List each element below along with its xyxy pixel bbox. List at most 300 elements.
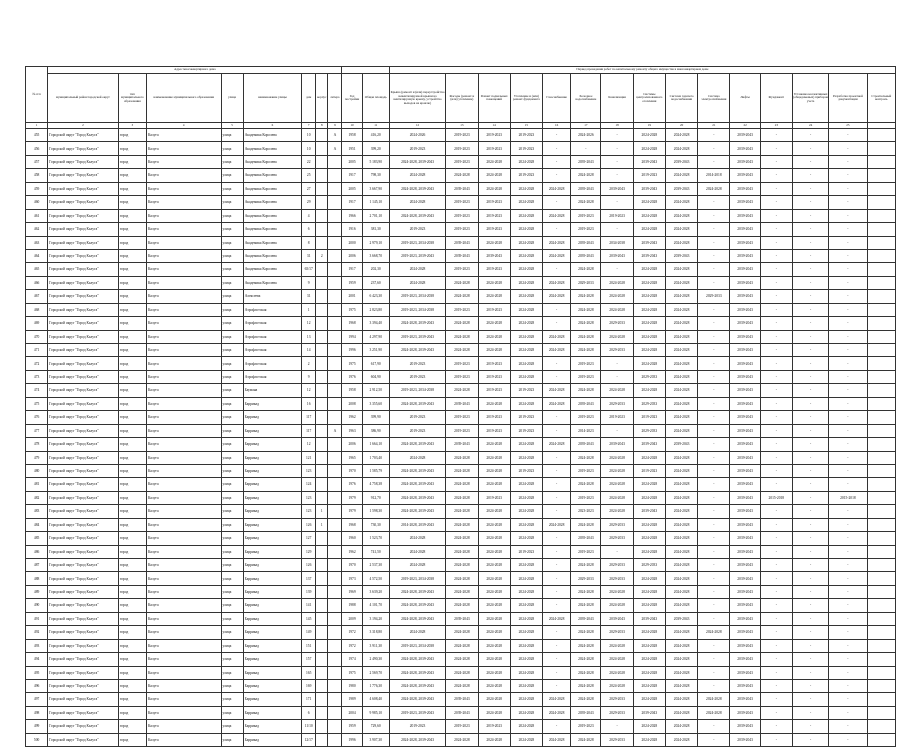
table-cell-n: 455 [26,129,48,142]
table-cell-tip: город [118,330,146,343]
table-cell-tip: город [118,505,146,518]
table-cell-c25b [867,612,895,625]
table-cell-tip: город [118,572,146,585]
table-cell-c22: 2039-2043 [730,263,760,276]
table-cell-c16: - [543,370,571,383]
table-cell-dom: 6 [302,706,316,719]
table-cell-c19: 2039-2043 [633,155,665,168]
table-cell-c20: 2039-2043 [665,612,697,625]
table-cell-c13: 2039-2043 [446,612,478,625]
table-cell-ul: улица [221,263,243,276]
table-cell-c25: - [829,464,867,477]
table-cell-c18: - [601,129,633,142]
table-cell-pl: 1 585,79 [362,464,389,477]
table-cell-c13: 2019-2023 [446,155,478,168]
table-cell-lit [328,559,342,572]
table-cell-c17: 2024-2028 [571,290,601,303]
table-cell-c25b [867,142,895,155]
table-cell-c18: 2024-2028 [601,478,633,491]
table-cell-c25: - [829,451,867,464]
table-cell-c17: 2024-2028 [571,639,601,652]
table-cell-mo: Калуга [146,478,221,491]
column-number: 9 [328,123,342,129]
table-cell-c19: 2024-2028 [633,317,665,330]
table-cell-street: Академика Королева [243,155,301,168]
column-header: Газоснабжение [543,74,571,123]
table-cell-ul: улица [221,733,243,746]
table-row [26,505,896,518]
table-cell-c20: 2024-2028 [665,478,697,491]
table-cell-street: Баумана [243,384,301,397]
table-cell-lit: А [328,424,342,437]
table-cell-c16: 2024-2028 [543,693,571,706]
table-cell-lit [328,518,342,531]
table-cell-n: 468 [26,303,48,316]
table-cell-c17: 2019-2023 [571,357,601,370]
table-row [26,303,896,316]
table-cell-god: 1970 [342,559,362,572]
table-cell-c16: 2024-2028 [543,276,571,289]
table-cell-mo: Калуга [146,330,221,343]
table-cell-c14: 2024-2028 [478,706,510,719]
table-cell-c16: - [543,666,571,679]
table-cell-tip: город [118,626,146,639]
table-cell-c20: 2024-2028 [665,370,697,383]
table-cell-c20: 2024-2028 [665,666,697,679]
table-cell-c24: - [792,317,828,330]
column-number: 25 [829,123,867,129]
table-cell-c21: - [698,370,730,383]
table-cell-c16: - [543,653,571,666]
table-cell-n: 476 [26,411,48,424]
table-cell-c18: 2024-2028 [601,290,633,303]
table-body [26,129,896,747]
table-cell-c13: 2024-2028 [446,679,478,692]
table-cell-dom: 126 [302,518,316,531]
table-cell-c22: 2039-2043 [730,505,760,518]
table-cell-god: 2009 [342,612,362,625]
table-cell-lit [328,317,342,330]
table-cell-god: 1959 [342,276,362,289]
table-cell-tip: город [118,612,146,625]
table-cell-c25: - [829,478,867,491]
table-cell-dom: 123 [302,505,316,518]
table-cell-c21: - [698,733,730,746]
table-cell-ul: улица [221,424,243,437]
table-cell-pl: 6 423,30 [362,290,389,303]
table-cell-c19: 2029-2033 [633,370,665,383]
table-cell-c12: 2024-2028 [389,626,445,639]
table-cell-c15: 2019-2023 [510,142,542,155]
table-cell-c23: - [760,612,792,625]
table-cell-c12: 2019-2023 [389,142,445,155]
table-cell-ul: улица [221,344,243,357]
table-cell-ul: улица [221,317,243,330]
table-cell-c25: - [829,438,867,451]
table-cell-c17: 2024-2028 [571,478,601,491]
table-cell-lit [328,626,342,639]
table-row [26,397,896,410]
table-cell-c12: 2024-2028, 2039-2043 [389,344,445,357]
table-cell-ul: улица [221,666,243,679]
table-cell-k [316,397,328,410]
table-cell-c15: 2024-2028 [510,518,542,531]
column-header: корпус [316,74,328,123]
table-cell-c25: - [829,344,867,357]
table-cell-tip: город [118,276,146,289]
table-cell-c23: - [760,196,792,209]
table-cell-c25: - [829,733,867,746]
column-number: 5 [221,123,243,129]
table-cell-c14: 2024-2028 [478,451,510,464]
table-cell-c21: - [698,276,730,289]
table-cell-tip: город [118,344,146,357]
table-cell-c12: 2024-2028, 2039-2043 [389,653,445,666]
table-cell-god: 1917 [342,263,362,276]
table-cell-dom: 11/10 [302,720,316,733]
table-cell-c16: - [543,263,571,276]
table-cell-c17: 2024-2028 [571,384,601,397]
table-cell-c18: 2029-2033 [601,733,633,746]
table-cell-pl: 1 145,10 [362,196,389,209]
table-cell-god: 1989 [342,693,362,706]
table-cell-c18: 2039-2043 [601,182,633,195]
table-cell-street: Баррикад [243,491,301,504]
table-cell-tip: город [118,357,146,370]
table-cell-c25b [867,666,895,679]
table-cell-c21: - [698,411,730,424]
table-cell-c25b [867,236,895,249]
table-cell-c23: - [760,344,792,357]
table-cell-okrug: Городской округ "Город Калуга" [48,491,119,504]
table-cell-tip: город [118,290,146,303]
table-cell-c24: - [792,276,828,289]
table-cell-mo: Калуга [146,223,221,236]
table-cell-c24: - [792,693,828,706]
table-cell-c17: 2029-2033 [571,276,601,289]
table-cell-c24: - [792,733,828,746]
table-cell-c22: 2039-2043 [730,720,760,733]
table-cell-c19: 2029-2033 [633,424,665,437]
table-cell-ul: улица [221,357,243,370]
column-header: дом [302,74,316,123]
table-cell-c22: 2039-2043 [730,693,760,706]
table-cell-k [316,357,328,370]
table-cell-c14: 2024-2028 [478,344,510,357]
table-cell-c25b [867,464,895,477]
table-cell-k [316,653,328,666]
table-cell-tip: город [118,653,146,666]
table-cell-dom: 117 [302,411,316,424]
table-row [26,344,896,357]
table-cell-c15: 2024-2028 [510,182,542,195]
table-cell-pl: 1 703,40 [362,451,389,464]
table-cell-c20: 2024-2028 [665,572,697,585]
table-cell-god: 1996 [342,733,362,746]
table-cell-c25b [867,679,895,692]
table-cell-ul: улица [221,559,243,572]
table-cell-c19: 2029-2033 [633,397,665,410]
table-cell-c24: - [792,572,828,585]
table-cell-c17: 2019-2023 [571,491,601,504]
table-cell-c19: 2024-2028 [633,626,665,639]
table-cell-c12: 2019-2023 [389,370,445,383]
table-cell-okrug: Городской округ "Город Калуга" [48,263,119,276]
table-cell-mo: Калуга [146,370,221,383]
table-cell-c19: 2024-2028 [633,478,665,491]
table-cell-c14: 2024-2028 [478,518,510,531]
table-cell-ul: улица [221,679,243,692]
table-cell-okrug: Городской округ "Город Калуга" [48,545,119,558]
table-cell-c25: - [829,129,867,142]
table-cell-c15: 2024-2028 [510,236,542,249]
table-cell-c25: - [829,263,867,276]
table-cell-god: 1972 [342,626,362,639]
table-cell-c13: 2039-2043 [446,706,478,719]
table-cell-ul: улица [221,518,243,531]
table-cell-c22: 2039-2043 [730,639,760,652]
table-cell-ul: улица [221,303,243,316]
table-cell-lit [328,478,342,491]
table-cell-pl: 2 490,30 [362,653,389,666]
table-cell-dom: 123 [302,491,316,504]
table-cell-c24: - [792,706,828,719]
table-cell-street: Академика Королева [243,196,301,209]
table-cell-c12: 2024-2028, 2039-2043 [389,679,445,692]
table-cell-c25: - [829,626,867,639]
table-cell-c18: 2029-2033 [601,572,633,585]
table-row [26,706,896,719]
table-cell-n: 466 [26,276,48,289]
table-cell-dom: 127 [302,532,316,545]
table-cell-c12: 2019-2023 [389,223,445,236]
table-cell-c14: 2024-2028 [478,733,510,746]
table-cell-god: 1917 [342,169,362,182]
table-cell-c15: 2019-2023 [510,424,542,437]
table-cell-c20: 2024-2028 [665,424,697,437]
table-cell-c13: 2019-2023 [446,424,478,437]
table-cell-ul: улица [221,653,243,666]
column-number: 23 [760,123,792,129]
table-cell-c21: - [698,344,730,357]
table-cell-c23: - [760,411,792,424]
table-row [26,209,896,222]
table-cell-c14: 2024-2028 [478,612,510,625]
table-cell-c15: 2024-2028 [510,330,542,343]
table-cell-c13: 2019-2023 [446,411,478,424]
table-cell-c20: 2039-2043 [665,438,697,451]
table-row [26,451,896,464]
table-cell-c15: 2024-2028 [510,344,542,357]
table-cell-c22: 2039-2043 [730,155,760,168]
table-cell-okrug: Городской округ "Город Калуга" [48,384,119,397]
table-cell-c21: - [698,559,730,572]
table-cell-mo: Калуга [146,693,221,706]
table-cell-c13: 2039-2043 [446,236,478,249]
table-cell-tip: город [118,397,146,410]
table-cell-c23: - [760,545,792,558]
table-cell-c15: 2024-2028 [510,223,542,236]
table-cell-mo: Калуга [146,182,221,195]
table-cell-ul: улица [221,384,243,397]
table-cell-c22: 2039-2043 [730,653,760,666]
table-cell-c21: - [698,236,730,249]
table-cell-god: 2001 [342,290,362,303]
table-cell-c13: 2024-2028 [446,478,478,491]
table-cell-c25b [867,155,895,168]
table-cell-c25b [867,585,895,598]
table-cell-c25b [867,706,895,719]
table-cell-mo: Калуга [146,290,221,303]
table-cell-c16: - [543,559,571,572]
table-cell-c25b [867,276,895,289]
table-cell-c17: 2029-2033 [571,572,601,585]
table-cell-c23: - [760,720,792,733]
table-cell-c25: - [829,370,867,383]
table-cell-k [316,464,328,477]
table-cell-c12: 2024-2028, 2039-2043 [389,182,445,195]
table-cell-c17: 2019-2023 [571,223,601,236]
table-cell-c25: 2015-2018 [829,491,867,504]
table-cell-c25b [867,330,895,343]
table-cell-c17: 2024-2028 [571,303,601,316]
table-cell-c24: - [792,559,828,572]
table-cell-dom: 27 [302,182,316,195]
table-cell-k [316,196,328,209]
table-cell-c19: 2024-2028 [633,129,665,142]
table-cell-c14: 2019-2023 [478,384,510,397]
table-cell-c16: 2024-2028 [543,612,571,625]
table-cell-street: Баррикад [243,679,301,692]
table-cell-dom: 2 [302,357,316,370]
table-cell-dom: 31 [302,249,316,262]
table-cell-c21: - [698,653,730,666]
table-cell-c16: - [543,411,571,424]
table-cell-okrug: Городской округ "Город Калуга" [48,572,119,585]
table-cell-c24: - [792,330,828,343]
table-cell-okrug: Городской округ "Город Калуга" [48,559,119,572]
table-cell-c21: - [698,397,730,410]
table-cell-c18: 2029-2033 [601,532,633,545]
table-cell-c23: - [760,585,792,598]
table-cell-c23: 2015-2018 [760,491,792,504]
table-cell-okrug: Городской округ "Город Калуга" [48,236,119,249]
table-cell-c16: - [543,491,571,504]
table-cell-pl: 9 985,10 [362,706,389,719]
table-cell-mo: Калуга [146,155,221,168]
table-cell-n: 471 [26,344,48,357]
table-cell-god: 1970 [342,464,362,477]
table-cell-c13: 2019-2023 [446,209,478,222]
table-cell-c16: - [543,129,571,142]
table-cell-n: 457 [26,155,48,168]
table-cell-tip: город [118,223,146,236]
table-cell-c14: 2024-2028 [478,464,510,477]
table-cell-okrug: Городской округ "Город Калуга" [48,357,119,370]
table-cell-c13: 2024-2028 [446,666,478,679]
table-cell-pl: 730,30 [362,518,389,531]
table-cell-n: 498 [26,706,48,719]
table-cell-tip: город [118,370,146,383]
table-cell-c19: 2024-2028 [633,451,665,464]
table-cell-c18: - [601,263,633,276]
table-cell-n: 496 [26,679,48,692]
table-cell-c24: - [792,357,828,370]
table-cell-c22: 2039-2043 [730,572,760,585]
table-cell-okrug: Городской округ "Город Калуга" [48,585,119,598]
table-cell-mo: Калуга [146,196,221,209]
table-cell-mo: Калуга [146,384,221,397]
table-cell-c22: 2039-2043 [730,545,760,558]
table-cell-c25b [867,290,895,303]
table-cell-c24: - [792,478,828,491]
table-cell-c19: 2024-2028 [633,585,665,598]
table-cell-c13: 2024-2028 [446,491,478,504]
table-cell-c16: 2024-2028 [543,344,571,357]
table-cell-pl: 741,50 [362,545,389,558]
table-cell-okrug: Городской округ "Город Калуга" [48,142,119,155]
table-cell-tip: город [118,249,146,262]
table-cell-tip: город [118,559,146,572]
column-number: 18 [601,123,633,129]
table-cell-mo: Калуга [146,236,221,249]
table-cell-c23: - [760,706,792,719]
table-cell-okrug: Городской округ "Город Калуга" [48,451,119,464]
table-cell-street: Баррикад [243,626,301,639]
table-cell-c18: 2024-2028 [601,451,633,464]
table-cell-tip: город [118,411,146,424]
table-cell-god: 1975 [342,666,362,679]
table-row [26,733,896,746]
table-cell-c16: 2024-2028 [543,706,571,719]
table-cell-c17: 2039-2043 [571,532,601,545]
table-cell-c25b [867,653,895,666]
table-cell-c19: 2024-2028 [633,344,665,357]
table-cell-mo: Калуга [146,666,221,679]
table-cell-c25: - [829,666,867,679]
table-cell-c22: 2039-2043 [730,142,760,155]
table-cell-c23: - [760,505,792,518]
table-cell-c15: 2024-2028 [510,196,542,209]
table-cell-c12: 2024-2028, 2039-2043 [389,478,445,491]
table-cell-c17: 2024-2028 [571,317,601,330]
table-cell-lit [328,505,342,518]
table-cell-c20: 2024-2028 [665,505,697,518]
table-cell-c24: - [792,438,828,451]
table-cell-lit [328,733,342,746]
table-cell-c22: 2039-2043 [730,706,760,719]
table-cell-okrug: Городской округ "Город Калуга" [48,679,119,692]
table-cell-street: Баррикад [243,464,301,477]
table-cell-c19: 2024-2028 [633,209,665,222]
table-cell-c17: 2024-2028 [571,626,601,639]
column-header: Установка коллективных (общедомовых) приборов учета [792,74,828,123]
table-cell-god: 1974 [342,653,362,666]
table-cell-c19: 2024-2028 [633,196,665,209]
table-cell-c17: 2039-2043 [571,155,601,168]
table-cell-lit [328,612,342,625]
table-cell-tip: город [118,384,146,397]
table-cell-mo: Калуга [146,491,221,504]
table-cell-c17: 2024-2028 [571,599,601,612]
table-cell-k [316,276,328,289]
table-cell-c12: 2024-2028 [389,276,445,289]
table-cell-c14: 2024-2028 [478,290,510,303]
table-cell-ul: улица [221,397,243,410]
table-cell-c14: 2024-2028 [478,559,510,572]
table-cell-c22: 2039-2043 [730,357,760,370]
table-cell-c14: 2024-2028 [478,330,510,343]
